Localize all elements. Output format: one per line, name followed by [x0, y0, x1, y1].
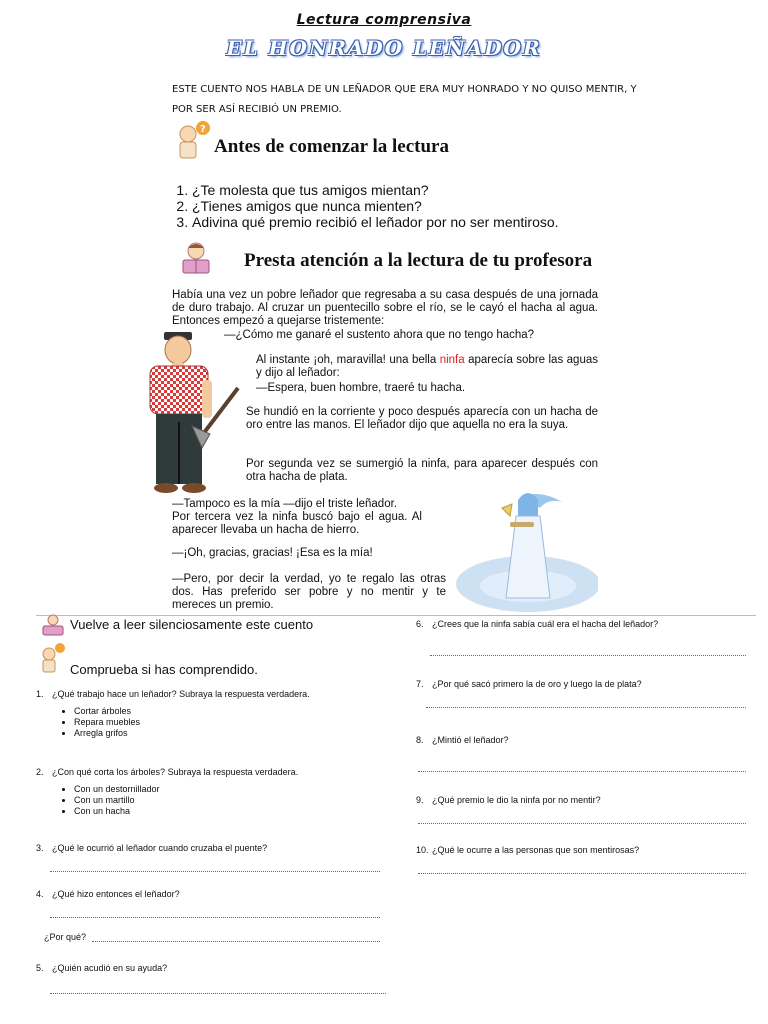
story-text: Por segunda vez se sumergió la ninfa, para aparecer después con otra hacha de plata.	[246, 458, 598, 484]
story-paragraph-2	[256, 354, 598, 396]
story-dialogue: —Espera, buen hombre, traeré tu hacha.	[256, 382, 466, 395]
story-paragraph-7	[172, 573, 446, 613]
question-3	[36, 842, 396, 854]
answer-option[interactable]: • Con un hacha	[74, 806, 396, 817]
answer-line[interactable]	[50, 870, 380, 872]
before-item: 2. ¿Tienes amigos que nunca mienten?	[192, 198, 652, 214]
answer-options	[36, 706, 396, 739]
attention-heading: Presta atención a la lectura de tu profesora	[244, 250, 593, 271]
question-7	[416, 678, 756, 690]
before-list	[150, 182, 652, 230]
before-item: 1. ¿Te molesta que tus amigos mientan?	[192, 182, 652, 198]
question-number: 9.	[416, 795, 424, 805]
question-text: ¿Por qué sacó primero la de oro y luego la de plata?	[432, 679, 642, 689]
answer-line[interactable]	[430, 654, 746, 656]
question-10	[416, 844, 756, 856]
question-8	[416, 734, 756, 746]
answer-line[interactable]	[418, 822, 746, 824]
story-text: Por tercera vez la ninfa buscó bajo el agua. Al aparecer llevaba un hacha de hierro.	[172, 511, 422, 537]
story-dialogue: —Pero, por decir la verdad, yo te regalo las otras dos. Has preferido ser pobre y no mentir y te mereces un premio.	[172, 573, 446, 612]
check-heading: Comprueba si has comprendido.	[70, 662, 258, 677]
ninfa-word: ninfa	[439, 354, 465, 366]
svg-text:?: ?	[200, 124, 206, 135]
story-dialogue: —¿Cómo me ganaré el sustento ahora que no tengo hacha?	[224, 328, 535, 341]
question-number: 5.	[36, 963, 44, 973]
question-number: 8.	[416, 735, 424, 745]
answer-line[interactable]	[426, 706, 746, 708]
story-text: Había una vez un pobre leñador que regresaba a su casa después de una jornada de duro trabajo. Al cruzar un puentecillo sobre el río, se le cayó el hacha al agua. Entonces empezó a quejarse tristemente:	[172, 289, 598, 328]
story-text: aparecía sobre las aguas y dijo al leñador:	[256, 354, 598, 380]
question-9	[416, 794, 756, 806]
reading-child-icon	[40, 614, 66, 636]
nymph-illustration	[452, 486, 598, 614]
question-number: 2.	[36, 767, 44, 777]
question-text: ¿Qué trabajo hace un leñador? Subraya la respuesta verdadera.	[52, 689, 310, 699]
reading-child-icon	[178, 240, 214, 276]
answer-options	[36, 784, 396, 817]
question-number: 4.	[36, 889, 44, 899]
intro-text	[172, 80, 642, 120]
before-heading: Antes de comenzar la lectura	[214, 136, 449, 157]
story-dialogue: —¡Oh, gracias, gracias! ¡Esa es la mía!	[172, 547, 373, 559]
answer-option[interactable]: • Con un destornillador	[74, 784, 396, 795]
answer-option[interactable]: • Repara muebles	[74, 717, 396, 728]
question-number: 1.	[36, 689, 44, 699]
question-text: ¿Con qué corta los árboles? Subraya la respuesta verdadera.	[52, 767, 299, 777]
thinking-child-icon	[40, 642, 66, 674]
question-6	[416, 618, 756, 630]
answer-option[interactable]: • Con un martillo	[74, 795, 396, 806]
woodcutter-illustration	[140, 330, 250, 500]
story-paragraph-6	[172, 547, 422, 560]
question-text: ¿Crees que la ninfa sabía cuál era el hacha del leñador?	[432, 619, 659, 629]
question-number: 6.	[416, 619, 424, 629]
before-item: 3. Adivina qué premio recibió el leñador por no ser mentiroso.	[192, 214, 652, 230]
answer-line[interactable]	[418, 770, 746, 772]
answer-line[interactable]	[92, 940, 380, 942]
story-paragraph-3	[246, 406, 598, 440]
answer-option[interactable]: • Cortar árboles	[74, 706, 396, 717]
answer-option[interactable]: • Arregla grifos	[74, 728, 396, 739]
question-number: 10.	[416, 845, 429, 855]
question-text: ¿Mintió el leñador?	[432, 735, 509, 745]
question-text: ¿Qué le ocurrió al leñador cuando cruzaba el puente?	[52, 843, 268, 853]
thinking-child-icon	[176, 120, 212, 160]
story-text: Al instante ¡oh, maravilla! una bella	[256, 354, 440, 366]
answer-line[interactable]	[418, 872, 746, 874]
story-paragraph-5	[172, 498, 422, 538]
page-title: EL HONRADO LEÑADOR	[226, 36, 542, 60]
question-number: 3.	[36, 843, 44, 853]
intro-line-2: POR SER ASÍ RECIBIÓ UN PREMIO.	[172, 104, 342, 115]
answer-line[interactable]	[50, 916, 380, 918]
question-text: ¿Quién acudió en su ayuda?	[52, 963, 168, 973]
reread-heading: Vuelve a leer silenciosamente este cuento	[70, 617, 314, 632]
story-text: Se hundió en la corriente y poco después aparecía con un hacha de oro entre las manos. El leñador dijo que aquella no era la suya.	[246, 406, 598, 432]
section-divider	[36, 615, 756, 616]
question-5	[36, 962, 396, 974]
question-1	[36, 688, 396, 739]
question-text: ¿Qué le ocurre a las personas que son mentirosas?	[432, 845, 640, 855]
question-2	[36, 766, 396, 817]
question-text: ¿Qué hizo entonces el leñador?	[52, 889, 180, 899]
question-text: ¿Qué premio le dio la ninfa por no mentir?	[432, 795, 601, 805]
question-4-why: ¿Por qué?	[44, 932, 87, 942]
question-number: 7.	[416, 679, 424, 689]
page-subtitle: Lectura comprensiva	[296, 12, 472, 28]
intro-line-1: ESTE CUENTO NOS HABLA DE UN LEÑADOR QUE ERA MUY HONRADO Y NO QUISO MENTIR, Y	[172, 84, 637, 95]
answer-line[interactable]	[50, 992, 386, 994]
story-dialogue: —Tampoco es la mía —dijo el triste leñador.	[172, 498, 397, 510]
question-4	[36, 888, 396, 900]
